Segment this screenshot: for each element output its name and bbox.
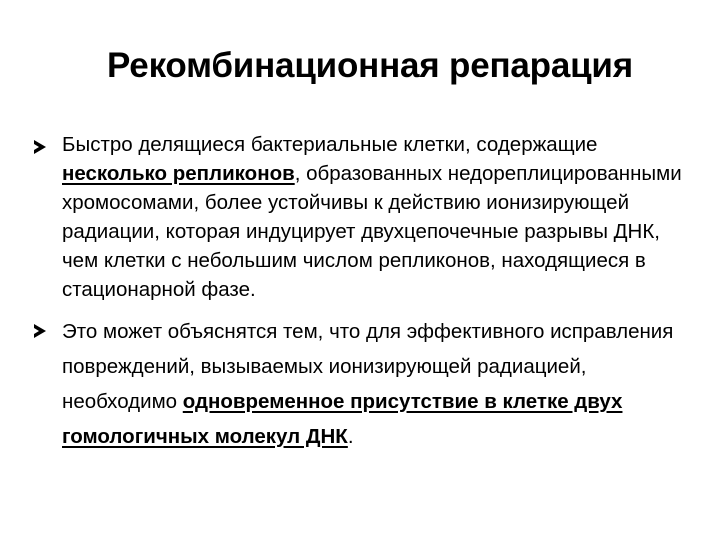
bullet-text: Быстро делящиеся бактериальные клетки, содержащие [62,133,598,156]
bullet-item [34,130,684,304]
bullet-text: Это может объяснятся тем, что для эффективного исправления повреждений, вызываемых ионизирующей радиацией, необходимо [62,320,674,413]
bullet-text: , образованных недореплицированными хромосомами, более устойчивы к действию ионизирующей радиации, которая индуцирует двухцепочечные разрывы ДНК, чем клетки с небольшим числом репликонов, находящиеся в стационарной фазе. [62,162,682,301]
arrow-bullet-icon [34,140,46,154]
bullet-text: . [347,425,354,448]
bullet-emphasis: несколько репликонов [62,162,295,185]
bullet-list [34,130,684,454]
slide-title: Рекомбинационная репарация [107,46,633,85]
bullet-emphasis: одновременное присутствие в клетке двух гомологичных молекул ДНК [62,390,623,448]
arrow-bullet-icon [34,324,46,338]
bullet-item [34,314,684,454]
